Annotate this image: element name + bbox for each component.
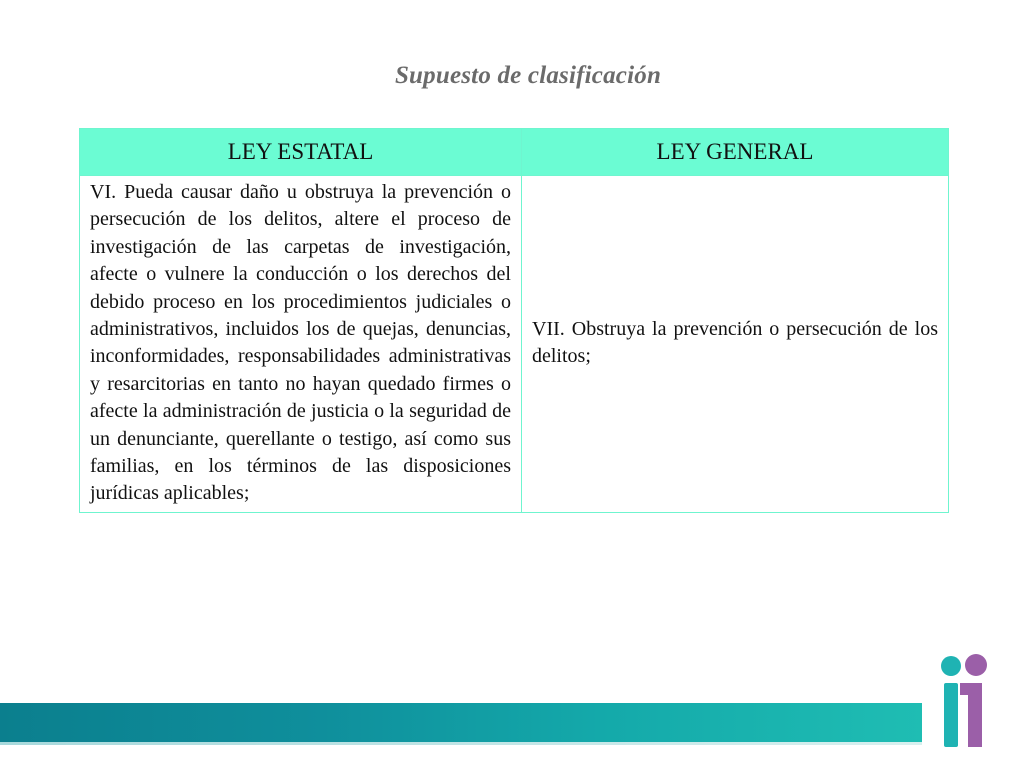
cell-ley-general-text: VII. Obstruya la prevención o persecución de los delitos;: [522, 176, 949, 513]
cell-ley-estatal-text: VI. Pueda causar daño u obstruya la prevención o persecución de los delitos, altere el proceso de investigación de las carpetas de investigación, afecte o vulnere la conducción o los derechos del debido proceso en los procedimientos judiciales o administrativos, incluidos los de quejas, denuncias, inconformidades, responsabilidades administrativas y resarcitorias en tanto no hayan quedado firmes o afecte la administración de justicia o la seguridad de un denunciante, querellante o testigo, así como sus familias, en los términos de las disposiciones jurídicas aplicables;: [80, 176, 522, 513]
institute-logo-icon: [938, 653, 994, 748]
header-ley-estatal: LEY ESTATAL: [80, 129, 522, 176]
slide-title: Supuesto de clasificación: [394, 62, 662, 89]
footer-band-line: [0, 742, 922, 745]
table-header-row: [80, 129, 949, 176]
header-ley-general: LEY GENERAL: [522, 129, 949, 176]
footer-band: [0, 703, 922, 742]
comparison-table: [79, 128, 949, 513]
table-row: [80, 176, 949, 513]
